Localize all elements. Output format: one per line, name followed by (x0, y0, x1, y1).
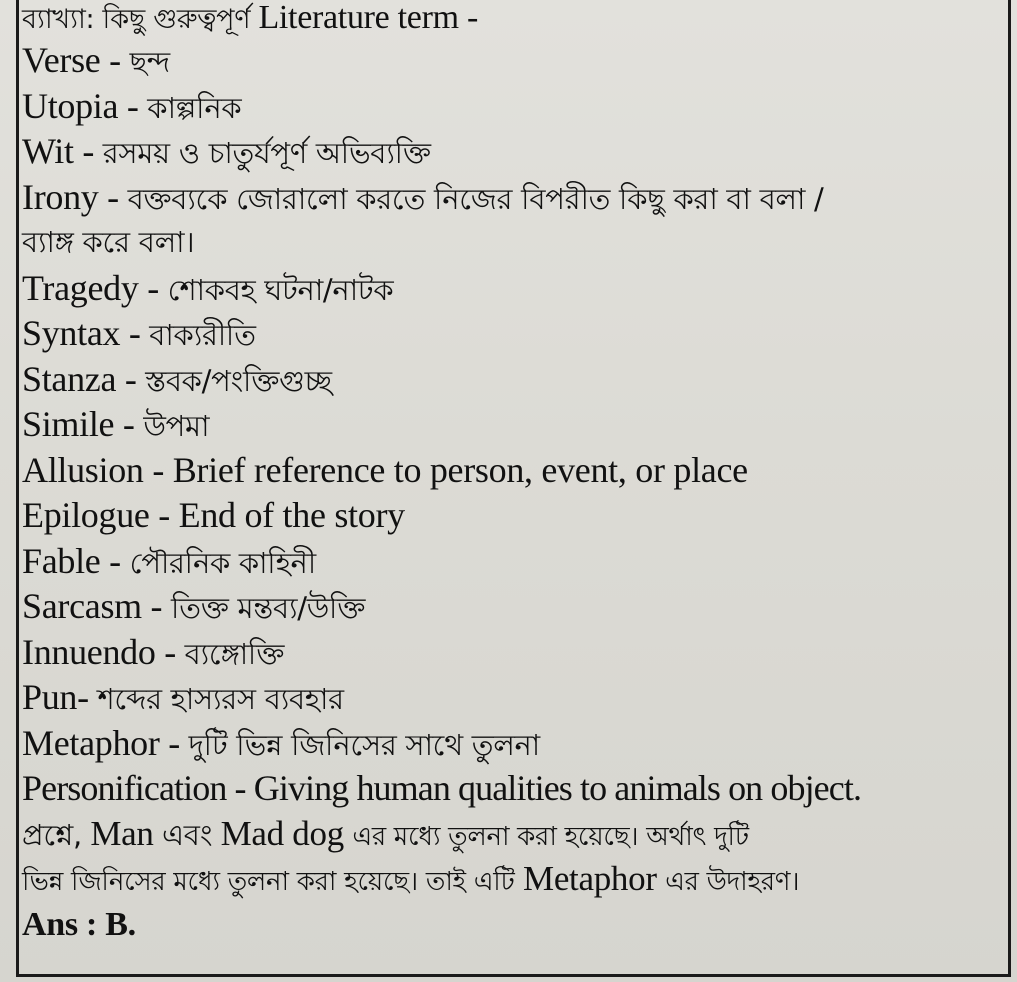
term-separator: - (98, 176, 128, 217)
term-row (22, 268, 1007, 314)
term-separator: - (143, 449, 173, 490)
term: Personification (22, 768, 227, 808)
term-separator: - (159, 722, 189, 763)
term-row (22, 495, 1007, 541)
term: Wit (22, 131, 74, 171)
term-row (22, 768, 1007, 814)
term-meaning: ব্যঙ্গোক্তি (184, 636, 285, 671)
term-separator: - (100, 40, 130, 80)
term-row (22, 723, 1007, 769)
term-separator: - (116, 358, 146, 399)
term-row (22, 86, 1007, 132)
term-row (22, 541, 1007, 587)
term-row (22, 632, 1007, 678)
term-meaning: End of the story (178, 495, 405, 535)
explanation-text: Metaphor (523, 859, 657, 898)
heading-bengali: ব্যাখ্যা: কিছু গুরুত্বপূর্ণ (22, 4, 251, 35)
term-meaning: Giving human qualities to animals on object. (253, 768, 862, 808)
explanation-content (22, 0, 1007, 950)
term: Simile (22, 404, 115, 444)
explanation-line-1 (22, 814, 1007, 860)
term-row-continuation (22, 222, 1007, 268)
term: Syntax (22, 313, 121, 353)
term: Metaphor (22, 722, 160, 763)
term-row (22, 677, 1007, 723)
term-meaning: উপমা (143, 409, 210, 443)
term-separator: - (149, 495, 179, 535)
heading-english: Literature term - (258, 0, 478, 36)
term-meaning: দুটি ভিন্ন জিনিসের সাথে তুলনা (188, 727, 540, 762)
term-row (22, 40, 1007, 86)
explanation-text: এর উদাহরণ। (665, 867, 800, 897)
term-meaning: বাক্যরীতি (149, 318, 256, 352)
term: Fable (22, 540, 101, 581)
term-separator: - (100, 540, 130, 581)
term-row (22, 359, 1007, 405)
term-separator: - (226, 768, 254, 808)
explanation-text: প্রশ্নে, (22, 817, 82, 852)
explanation-text: Man (90, 813, 154, 853)
term-meaning: শোকবহ ঘটনা/নাটক (167, 272, 394, 307)
term-meaning: তিক্ত মন্তব্য/উক্তি (170, 591, 366, 625)
term-row (22, 131, 1007, 177)
explanation-text: এর মধ্যে তুলনা করা হয়েছে। অর্থাৎ দুটি (352, 821, 749, 852)
term-meaning: পৌরনিক কাহিনী (129, 545, 316, 580)
term: Tragedy (22, 267, 139, 308)
term-separator: - (73, 131, 103, 171)
term-row (22, 450, 1007, 496)
term-separator: - (118, 85, 148, 126)
term-separator: - (77, 677, 98, 717)
term-row (22, 404, 1007, 450)
answer: Ans : B. (22, 905, 136, 943)
explanation-text: ভিন্ন জিনিসের মধ্যে তুলনা করা হয়েছে। তাই এটি (22, 867, 515, 897)
term-meaning: বক্তব্যকে জোরালো করতে নিজের বিপরীত কিছু করা বা বলা / (127, 181, 824, 216)
term-row (22, 313, 1007, 359)
term-meaning: শব্দের হাস্যরস ব্যবহার (97, 682, 344, 716)
term-row (22, 177, 1007, 223)
explanation-heading (22, 0, 1007, 40)
term: Allusion (22, 449, 144, 490)
explanation-text: এবং (162, 817, 213, 852)
term: Innuendo (22, 631, 156, 672)
term: Irony (22, 176, 99, 217)
term-meaning: কাল্পনিক (147, 90, 242, 125)
term: Pun (22, 677, 78, 717)
term-meaning: রসময় ও চাতুর্যপূর্ণ অভিব্যক্তি (102, 136, 431, 170)
term-meaning: ব্যাঙ্গ করে বলা। (22, 225, 195, 259)
term: Sarcasm (22, 586, 142, 626)
explanation-line-2 (22, 859, 1007, 905)
term-separator: - (141, 586, 171, 626)
term-separator: - (138, 267, 168, 308)
term: Verse (22, 40, 101, 80)
term: Stanza (22, 358, 117, 399)
term-meaning: স্তবক/পংক্তিগুচ্ছ (145, 363, 332, 398)
term: Epilogue (22, 495, 150, 535)
term-separator: - (155, 631, 185, 672)
term-separator: - (114, 404, 144, 444)
explanation-text: Mad dog (220, 813, 344, 853)
term: Utopia (22, 85, 119, 126)
term-meaning: ছন্দ (129, 45, 170, 79)
term-meaning: Brief reference to person, event, or place (172, 449, 748, 490)
term-separator: - (120, 313, 150, 353)
term-row (22, 586, 1007, 632)
